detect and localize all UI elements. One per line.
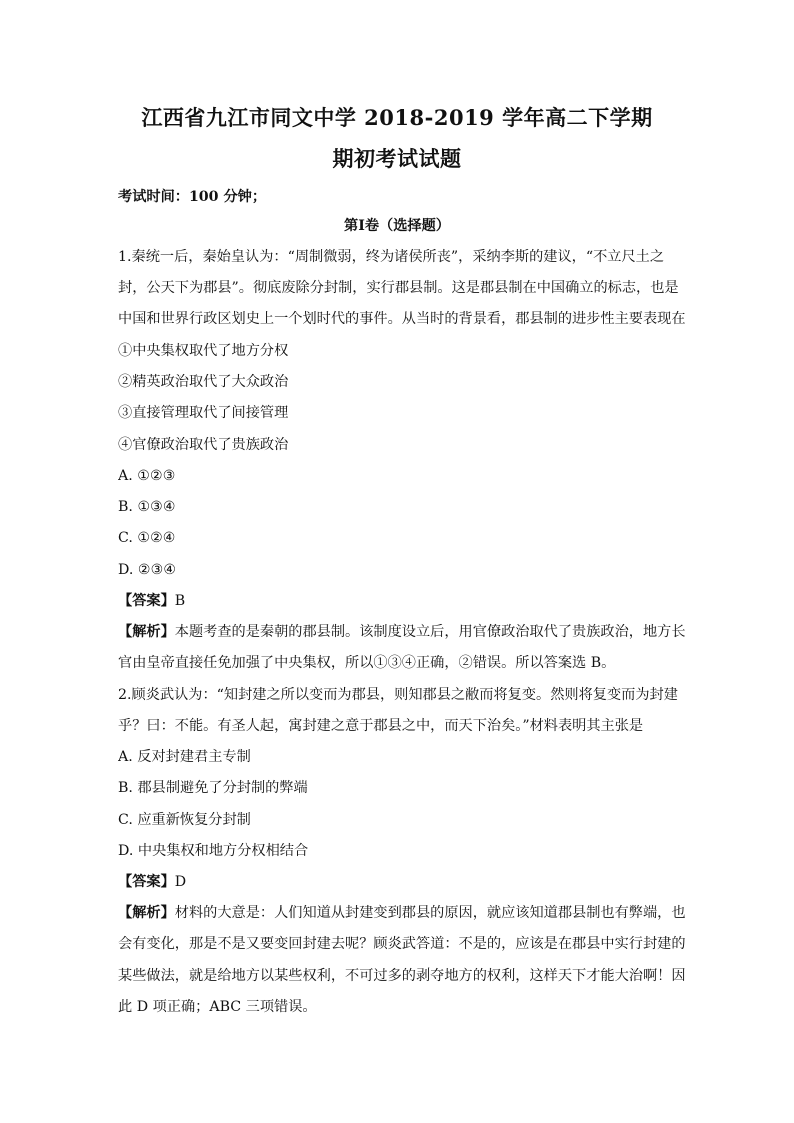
q1-stem-line: 中国和世界行政区划史上一个划时代的事件。从当时的背景看，郡县制的进步性主要表现在 — [118, 311, 686, 327]
answer-value: B — [174, 593, 186, 609]
q1-answer — [118, 590, 688, 612]
q1-option-d: D. ②③④ — [118, 562, 177, 578]
q1-analysis — [118, 621, 688, 643]
document-title: 江西省九江市同文中学 2018-2019 学年高二下学期 — [141, 105, 653, 130]
q1-analysis-line: 官由皇帝直接任免加强了中央集权，所以①③④正确，②错误。所以答案选 B。 — [118, 655, 616, 671]
q2-analysis-line: 会有变化，那是不是又要变回封建去呢？顾炎武答道：不是的，应该是在郡县中实行封建的 — [118, 936, 686, 952]
q2-answer — [118, 871, 688, 893]
analysis-label: 【解析】 — [118, 624, 175, 640]
q2-stem-line: 2.顾炎武认为：“知封建之所以变而为郡县，则知郡县之敝而将复变。然则将复变而为封建 — [118, 687, 678, 703]
q2-option-c: C. 应重新恢复分封制 — [118, 812, 251, 828]
q1-option-a: A. ①②③ — [118, 468, 176, 484]
section-title: 第Ⅰ卷（选择题） — [344, 218, 450, 234]
q2-analysis-line: 某些做法，就是给地方以某些权利，不可过多的剥夺地方的权利，这样天下才能大治啊！因 — [118, 968, 686, 984]
q2-stem-line: 乎？曰：不能。有圣人起，寓封建之意于郡县之中，而天下治矣。”材料表明其主张是 — [118, 718, 644, 734]
q2-option-a: A. 反对封建君主专制 — [118, 749, 251, 765]
analysis-label: 【解析】 — [118, 905, 175, 921]
q1-statement: ④官僚政治取代了贵族政治 — [118, 437, 289, 453]
q1-option-b: B. ①③④ — [118, 499, 176, 515]
q2-analysis-line: 此 D 项正确；ABC 三项错误。 — [118, 999, 317, 1015]
answer-label: 【答案】 — [118, 593, 175, 609]
q1-stem-line: 1.秦统一后，秦始皇认为：“周制微弱，终为诸侯所丧”，采纳李斯的建议，“不立尺土之 — [118, 249, 665, 265]
answer-value: D — [174, 874, 187, 890]
q1-stem-line: 封，公天下为郡县”。彻底废除分封制，实行郡县制。这是郡县制在中国确立的标志，也是 — [118, 280, 679, 296]
q1-statement: ②精英政治取代了大众政治 — [118, 374, 289, 390]
answer-label: 【答案】 — [118, 874, 175, 890]
q2-option-d: D. 中央集权和地方分权相结合 — [118, 843, 309, 859]
exam-time: 考试时间：100 分钟； — [118, 189, 267, 205]
document-subtitle: 期初考试试题 — [332, 146, 462, 171]
q2-option-b: B. 郡县制避免了分封制的弊端 — [118, 780, 308, 796]
q1-option-c: C. ①②④ — [118, 530, 176, 546]
q1-statement: ①中央集权取代了地方分权 — [118, 343, 289, 359]
q2-analysis — [118, 902, 688, 924]
q1-statement: ③直接管理取代了间接管理 — [118, 405, 289, 421]
analysis-text: 材料的大意是：人们知道从封建变到郡县的原因，就应该知道郡县制也有弊端，也 — [174, 905, 686, 921]
analysis-text: 本题考查的是秦朝的郡县制。该制度设立后，用官僚政治取代了贵族政治，地方长 — [174, 624, 686, 640]
